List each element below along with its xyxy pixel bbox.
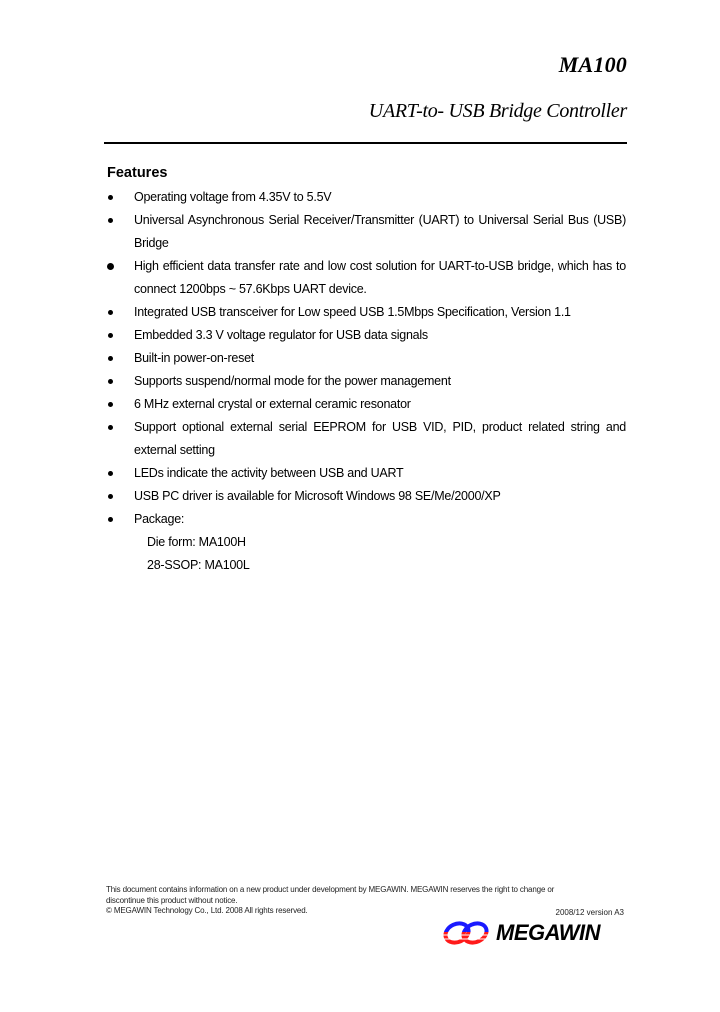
package-die-form: Die form: MA100H (147, 535, 246, 549)
document-title: MA100 (558, 52, 627, 77)
header-divider (104, 142, 627, 144)
list-item (104, 301, 626, 324)
list-item (104, 255, 626, 301)
megawin-logo (440, 920, 600, 946)
feature-text: Operating voltage from 4.35V to 5.5V (134, 190, 332, 204)
bullet-icon (104, 462, 134, 485)
bullet-icon (104, 508, 134, 531)
feature-text: Supports suspend/normal mode for the power management (134, 374, 451, 388)
feature-text: USB PC driver is available for Microsoft Windows 98 SE/Me/2000/XP (134, 489, 501, 503)
footer-notice (106, 885, 626, 917)
document-subtitle: UART-to- USB Bridge Controller (368, 100, 627, 122)
bullet-icon (104, 393, 134, 416)
bullet-icon (104, 324, 134, 347)
list-item (104, 209, 626, 255)
bullet-icon (104, 416, 134, 439)
list-item (104, 393, 626, 416)
feature-text: Universal Asynchronous Serial Receiver/Transmitter (UART) to Universal Serial Bus (USB) Bridge (134, 213, 626, 250)
copyright: © MEGAWIN Technology Co., Ltd. 2008 All rights reserved. (106, 906, 308, 915)
feature-text: Integrated USB transceiver for Low speed USB 1.5Mbps Specification, Version 1.1 (134, 305, 571, 319)
feature-text: Built-in power-on-reset (134, 351, 254, 365)
features-heading: Features (107, 165, 168, 181)
list-item (104, 462, 626, 485)
feature-text: Support optional external serial EEPROM for USB VID, PID, product related string and external setting (134, 420, 626, 457)
list-item (104, 508, 626, 531)
features-list (104, 186, 626, 577)
list-item (104, 485, 626, 508)
bullet-icon (104, 209, 134, 232)
list-item (104, 324, 626, 347)
package-list (104, 531, 626, 577)
feature-text: 6 MHz external crystal or external ceramic resonator (134, 397, 411, 411)
version-label: 2008/12 version A3 (555, 908, 624, 917)
feature-text: Embedded 3.3 V voltage regulator for USB data signals (134, 328, 428, 342)
logo-text: MEGAWIN (496, 920, 601, 945)
list-item (104, 347, 626, 370)
list-item (104, 370, 626, 393)
feature-text: High efficient data transfer rate and low cost solution for UART-to-USB bridge, which has to connect 1200bps ~ 57.6Kbps UART device. (134, 259, 626, 296)
notice-line-1: This document contains information on a new product under development by MEGAWIN. MEGAWIN reserves the right to change or (106, 885, 555, 894)
feature-text: LEDs indicate the activity between USB and UART (134, 466, 404, 480)
notice-line-2: discontinue this product without notice. (106, 895, 238, 905)
bullet-icon (104, 485, 134, 508)
list-item (104, 186, 626, 209)
megawin-logo-icon (440, 920, 492, 946)
bullet-icon (104, 347, 134, 370)
bullet-icon (104, 186, 134, 209)
feature-text: Package: (134, 512, 185, 526)
bullet-icon (104, 301, 134, 324)
bullet-icon (104, 370, 134, 393)
list-item (104, 416, 626, 462)
package-ssop: 28-SSOP: MA100L (147, 558, 250, 572)
bullet-icon (104, 255, 134, 278)
